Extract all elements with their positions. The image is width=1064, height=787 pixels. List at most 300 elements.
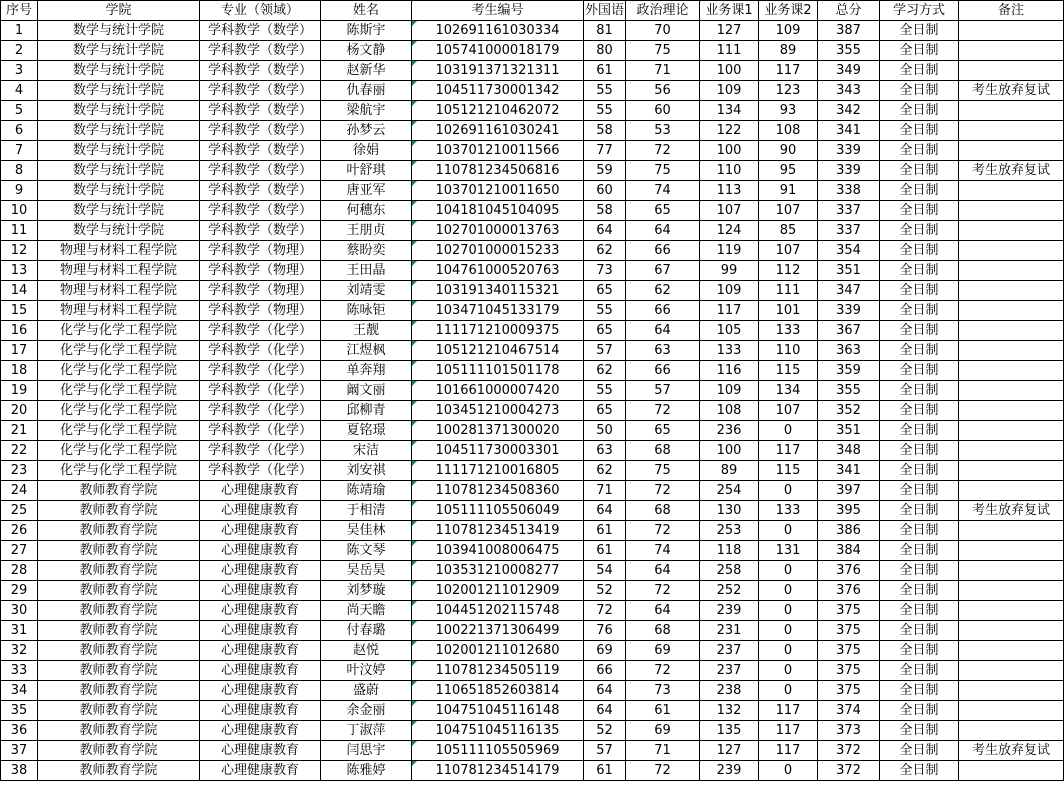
id-cell[interactable]: 105121210467514 — [412, 341, 584, 361]
politics-cell[interactable]: 70 — [626, 21, 700, 41]
name-cell[interactable]: 邱柳青 — [321, 401, 412, 421]
course1-cell[interactable]: 253 — [700, 521, 759, 541]
total-cell[interactable]: 351 — [818, 261, 880, 281]
foreign-lang-cell[interactable]: 71 — [584, 481, 626, 501]
table-row[interactable] — [1, 541, 1064, 561]
politics-cell[interactable]: 64 — [626, 601, 700, 621]
total-cell[interactable]: 352 — [818, 401, 880, 421]
course1-cell[interactable]: 252 — [700, 581, 759, 601]
course1-cell[interactable]: 108 — [700, 401, 759, 421]
table-row[interactable] — [1, 261, 1064, 281]
politics-cell[interactable]: 67 — [626, 261, 700, 281]
total-cell[interactable]: 347 — [818, 281, 880, 301]
major-cell[interactable]: 学科教学（物理） — [200, 301, 321, 321]
total-cell[interactable]: 375 — [818, 621, 880, 641]
name-cell[interactable]: 赵新华 — [321, 61, 412, 81]
politics-cell[interactable]: 68 — [626, 621, 700, 641]
total-cell[interactable]: 376 — [818, 581, 880, 601]
major-cell[interactable]: 心理健康教育 — [200, 661, 321, 681]
course1-cell[interactable]: 105 — [700, 321, 759, 341]
foreign-lang-cell[interactable]: 55 — [584, 381, 626, 401]
study-mode-cell[interactable]: 全日制 — [880, 241, 959, 261]
college-cell[interactable]: 教师教育学院 — [38, 621, 200, 641]
foreign-lang-cell[interactable]: 59 — [584, 161, 626, 181]
total-cell[interactable]: 349 — [818, 61, 880, 81]
seq-cell[interactable]: 23 — [1, 461, 38, 481]
seq-cell[interactable]: 21 — [1, 421, 38, 441]
id-cell[interactable]: 102691161030241 — [412, 121, 584, 141]
name-cell[interactable]: 吴佳林 — [321, 521, 412, 541]
course2-cell[interactable]: 110 — [759, 341, 818, 361]
total-cell[interactable]: 363 — [818, 341, 880, 361]
course2-cell[interactable]: 0 — [759, 621, 818, 641]
foreign-lang-cell[interactable]: 62 — [584, 461, 626, 481]
major-cell[interactable]: 学科教学（数学） — [200, 181, 321, 201]
foreign-lang-cell[interactable]: 61 — [584, 541, 626, 561]
remark-cell[interactable] — [959, 61, 1064, 81]
table-row[interactable] — [1, 701, 1064, 721]
course2-cell[interactable]: 0 — [759, 601, 818, 621]
study-mode-cell[interactable]: 全日制 — [880, 501, 959, 521]
course1-cell[interactable]: 135 — [700, 721, 759, 741]
table-row[interactable] — [1, 761, 1064, 781]
table-row[interactable] — [1, 421, 1064, 441]
remark-cell[interactable] — [959, 261, 1064, 281]
total-cell[interactable]: 397 — [818, 481, 880, 501]
college-cell[interactable]: 数学与统计学院 — [38, 141, 200, 161]
id-cell[interactable]: 101661000007420 — [412, 381, 584, 401]
study-mode-cell[interactable]: 全日制 — [880, 581, 959, 601]
course2-cell[interactable]: 0 — [759, 761, 818, 781]
total-cell[interactable]: 375 — [818, 641, 880, 661]
course2-cell[interactable]: 111 — [759, 281, 818, 301]
course2-cell[interactable]: 0 — [759, 481, 818, 501]
study-mode-cell[interactable]: 全日制 — [880, 361, 959, 381]
name-cell[interactable]: 付春璐 — [321, 621, 412, 641]
course2-cell[interactable]: 93 — [759, 101, 818, 121]
id-cell[interactable]: 105111105505969 — [412, 741, 584, 761]
major-cell[interactable]: 学科教学（数学） — [200, 141, 321, 161]
id-cell[interactable]: 103191340115321 — [412, 281, 584, 301]
major-cell[interactable]: 心理健康教育 — [200, 501, 321, 521]
name-cell[interactable]: 叶汶婷 — [321, 661, 412, 681]
name-cell[interactable]: 陈文琴 — [321, 541, 412, 561]
remark-cell[interactable] — [959, 221, 1064, 241]
study-mode-cell[interactable]: 全日制 — [880, 701, 959, 721]
politics-cell[interactable]: 72 — [626, 581, 700, 601]
course1-cell[interactable]: 231 — [700, 621, 759, 641]
course2-cell[interactable]: 0 — [759, 641, 818, 661]
seq-cell[interactable]: 8 — [1, 161, 38, 181]
total-cell[interactable]: 339 — [818, 141, 880, 161]
seq-cell[interactable]: 34 — [1, 681, 38, 701]
id-cell[interactable]: 111171210016805 — [412, 461, 584, 481]
college-cell[interactable]: 化学与化学工程学院 — [38, 441, 200, 461]
foreign-lang-cell[interactable]: 52 — [584, 721, 626, 741]
course2-cell[interactable]: 89 — [759, 41, 818, 61]
name-cell[interactable]: 刘靖雯 — [321, 281, 412, 301]
course2-cell[interactable]: 0 — [759, 561, 818, 581]
total-cell[interactable]: 395 — [818, 501, 880, 521]
study-mode-cell[interactable]: 全日制 — [880, 441, 959, 461]
foreign-lang-cell[interactable]: 65 — [584, 321, 626, 341]
course2-cell[interactable]: 90 — [759, 141, 818, 161]
name-cell[interactable]: 杨文静 — [321, 41, 412, 61]
study-mode-cell[interactable]: 全日制 — [880, 261, 959, 281]
foreign-lang-cell[interactable]: 69 — [584, 641, 626, 661]
college-cell[interactable]: 教师教育学院 — [38, 501, 200, 521]
politics-cell[interactable]: 74 — [626, 181, 700, 201]
table-row[interactable] — [1, 321, 1064, 341]
study-mode-cell[interactable]: 全日制 — [880, 561, 959, 581]
seq-cell[interactable]: 3 — [1, 61, 38, 81]
remark-cell[interactable] — [959, 461, 1064, 481]
course1-cell[interactable]: 236 — [700, 421, 759, 441]
politics-cell[interactable]: 61 — [626, 701, 700, 721]
table-row[interactable] — [1, 301, 1064, 321]
college-cell[interactable]: 数学与统计学院 — [38, 61, 200, 81]
college-cell[interactable]: 教师教育学院 — [38, 541, 200, 561]
seq-cell[interactable]: 1 — [1, 21, 38, 41]
study-mode-cell[interactable]: 全日制 — [880, 461, 959, 481]
seq-cell[interactable]: 32 — [1, 641, 38, 661]
id-cell[interactable]: 104181045104095 — [412, 201, 584, 221]
study-mode-cell[interactable]: 全日制 — [880, 121, 959, 141]
course1-cell[interactable]: 89 — [700, 461, 759, 481]
seq-cell[interactable]: 28 — [1, 561, 38, 581]
college-cell[interactable]: 化学与化学工程学院 — [38, 361, 200, 381]
remark-cell[interactable] — [959, 761, 1064, 781]
name-cell[interactable]: 王田晶 — [321, 261, 412, 281]
course2-cell[interactable]: 91 — [759, 181, 818, 201]
major-cell[interactable]: 学科教学（物理） — [200, 241, 321, 261]
major-cell[interactable]: 心理健康教育 — [200, 681, 321, 701]
politics-cell[interactable]: 71 — [626, 61, 700, 81]
course1-cell[interactable]: 237 — [700, 641, 759, 661]
study-mode-cell[interactable]: 全日制 — [880, 41, 959, 61]
course2-cell[interactable]: 117 — [759, 701, 818, 721]
study-mode-cell[interactable]: 全日制 — [880, 681, 959, 701]
course2-cell[interactable]: 117 — [759, 441, 818, 461]
table-row[interactable] — [1, 21, 1064, 41]
name-cell[interactable]: 叶舒琪 — [321, 161, 412, 181]
name-cell[interactable]: 孙梦云 — [321, 121, 412, 141]
name-cell[interactable]: 何穗东 — [321, 201, 412, 221]
id-cell[interactable]: 102001211012680 — [412, 641, 584, 661]
remark-cell[interactable] — [959, 561, 1064, 581]
total-cell[interactable]: 375 — [818, 681, 880, 701]
course1-cell[interactable]: 100 — [700, 141, 759, 161]
course1-cell[interactable]: 100 — [700, 61, 759, 81]
course2-cell[interactable]: 101 — [759, 301, 818, 321]
study-mode-cell[interactable]: 全日制 — [880, 61, 959, 81]
course1-cell[interactable]: 100 — [700, 441, 759, 461]
college-cell[interactable]: 数学与统计学院 — [38, 41, 200, 61]
foreign-lang-cell[interactable]: 54 — [584, 561, 626, 581]
major-cell[interactable]: 学科教学（数学） — [200, 21, 321, 41]
name-cell[interactable]: 夏铭璟 — [321, 421, 412, 441]
foreign-lang-cell[interactable]: 77 — [584, 141, 626, 161]
college-cell[interactable]: 物理与材料工程学院 — [38, 241, 200, 261]
total-cell[interactable]: 351 — [818, 421, 880, 441]
politics-cell[interactable]: 72 — [626, 521, 700, 541]
table-row[interactable] — [1, 741, 1064, 761]
college-cell[interactable]: 数学与统计学院 — [38, 161, 200, 181]
name-cell[interactable]: 刘梦璇 — [321, 581, 412, 601]
study-mode-cell[interactable]: 全日制 — [880, 721, 959, 741]
study-mode-cell[interactable]: 全日制 — [880, 21, 959, 41]
table-row[interactable] — [1, 641, 1064, 661]
id-cell[interactable]: 111171210009375 — [412, 321, 584, 341]
seq-cell[interactable]: 14 — [1, 281, 38, 301]
politics-cell[interactable]: 75 — [626, 41, 700, 61]
table-row[interactable] — [1, 581, 1064, 601]
politics-cell[interactable]: 72 — [626, 761, 700, 781]
study-mode-cell[interactable]: 全日制 — [880, 381, 959, 401]
total-cell[interactable]: 373 — [818, 721, 880, 741]
seq-cell[interactable]: 11 — [1, 221, 38, 241]
total-cell[interactable]: 372 — [818, 741, 880, 761]
remark-cell[interactable]: 考生放弃复试 — [959, 161, 1064, 181]
foreign-lang-cell[interactable]: 65 — [584, 401, 626, 421]
major-cell[interactable]: 学科教学（化学） — [200, 381, 321, 401]
id-cell[interactable]: 105111105506049 — [412, 501, 584, 521]
major-cell[interactable]: 学科教学（数学） — [200, 121, 321, 141]
study-mode-cell[interactable]: 全日制 — [880, 741, 959, 761]
seq-cell[interactable]: 16 — [1, 321, 38, 341]
remark-cell[interactable] — [959, 681, 1064, 701]
total-cell[interactable]: 342 — [818, 101, 880, 121]
course2-cell[interactable]: 133 — [759, 321, 818, 341]
id-cell[interactable]: 110781234513419 — [412, 521, 584, 541]
id-cell[interactable]: 104751045116148 — [412, 701, 584, 721]
politics-cell[interactable]: 62 — [626, 281, 700, 301]
remark-cell[interactable] — [959, 441, 1064, 461]
politics-cell[interactable]: 63 — [626, 341, 700, 361]
table-row[interactable] — [1, 621, 1064, 641]
seq-cell[interactable]: 12 — [1, 241, 38, 261]
total-cell[interactable]: 354 — [818, 241, 880, 261]
table-row[interactable] — [1, 601, 1064, 621]
table-row[interactable] — [1, 141, 1064, 161]
id-cell[interactable]: 104511730003301 — [412, 441, 584, 461]
remark-cell[interactable] — [959, 581, 1064, 601]
seq-cell[interactable]: 13 — [1, 261, 38, 281]
politics-cell[interactable]: 69 — [626, 721, 700, 741]
name-cell[interactable]: 蔡盼奕 — [321, 241, 412, 261]
course2-cell[interactable]: 133 — [759, 501, 818, 521]
id-cell[interactable]: 103941008006475 — [412, 541, 584, 561]
id-cell[interactable]: 110781234506816 — [412, 161, 584, 181]
study-mode-cell[interactable]: 全日制 — [880, 101, 959, 121]
course1-cell[interactable]: 238 — [700, 681, 759, 701]
table-row[interactable] — [1, 161, 1064, 181]
total-cell[interactable]: 339 — [818, 301, 880, 321]
politics-cell[interactable]: 65 — [626, 421, 700, 441]
id-cell[interactable]: 110781234508360 — [412, 481, 584, 501]
course2-cell[interactable]: 107 — [759, 401, 818, 421]
seq-cell[interactable]: 36 — [1, 721, 38, 741]
remark-cell[interactable] — [959, 341, 1064, 361]
seq-cell[interactable]: 37 — [1, 741, 38, 761]
study-mode-cell[interactable]: 全日制 — [880, 621, 959, 641]
college-cell[interactable]: 教师教育学院 — [38, 581, 200, 601]
name-cell[interactable]: 陈靖瑜 — [321, 481, 412, 501]
foreign-lang-cell[interactable]: 61 — [584, 521, 626, 541]
course1-cell[interactable]: 109 — [700, 281, 759, 301]
politics-cell[interactable]: 57 — [626, 381, 700, 401]
total-cell[interactable]: 355 — [818, 381, 880, 401]
politics-cell[interactable]: 64 — [626, 561, 700, 581]
seq-cell[interactable]: 31 — [1, 621, 38, 641]
major-cell[interactable]: 心理健康教育 — [200, 741, 321, 761]
total-cell[interactable]: 384 — [818, 541, 880, 561]
course2-cell[interactable]: 0 — [759, 661, 818, 681]
course1-cell[interactable]: 109 — [700, 81, 759, 101]
study-mode-cell[interactable]: 全日制 — [880, 421, 959, 441]
id-cell[interactable]: 103471045133179 — [412, 301, 584, 321]
course2-cell[interactable]: 131 — [759, 541, 818, 561]
table-row[interactable] — [1, 461, 1064, 481]
politics-cell[interactable]: 65 — [626, 201, 700, 221]
study-mode-cell[interactable]: 全日制 — [880, 301, 959, 321]
id-cell[interactable]: 103451210004273 — [412, 401, 584, 421]
id-cell[interactable]: 103701210011566 — [412, 141, 584, 161]
politics-cell[interactable]: 64 — [626, 221, 700, 241]
remark-cell[interactable] — [959, 401, 1064, 421]
id-cell[interactable]: 103191371321311 — [412, 61, 584, 81]
college-cell[interactable]: 数学与统计学院 — [38, 21, 200, 41]
total-cell[interactable]: 337 — [818, 221, 880, 241]
remark-cell[interactable] — [959, 641, 1064, 661]
remark-cell[interactable] — [959, 601, 1064, 621]
study-mode-cell[interactable]: 全日制 — [880, 321, 959, 341]
id-cell[interactable]: 104751045116135 — [412, 721, 584, 741]
total-cell[interactable]: 386 — [818, 521, 880, 541]
foreign-lang-cell[interactable]: 62 — [584, 361, 626, 381]
remark-cell[interactable] — [959, 201, 1064, 221]
total-cell[interactable]: 372 — [818, 761, 880, 781]
college-cell[interactable]: 教师教育学院 — [38, 721, 200, 741]
total-cell[interactable]: 338 — [818, 181, 880, 201]
politics-cell[interactable]: 68 — [626, 501, 700, 521]
id-cell[interactable]: 102001211012909 — [412, 581, 584, 601]
study-mode-cell[interactable]: 全日制 — [880, 641, 959, 661]
study-mode-cell[interactable]: 全日制 — [880, 201, 959, 221]
seq-cell[interactable]: 17 — [1, 341, 38, 361]
total-cell[interactable]: 337 — [818, 201, 880, 221]
major-cell[interactable]: 学科教学（数学） — [200, 41, 321, 61]
study-mode-cell[interactable]: 全日制 — [880, 181, 959, 201]
college-cell[interactable]: 化学与化学工程学院 — [38, 421, 200, 441]
course1-cell[interactable]: 99 — [700, 261, 759, 281]
politics-cell[interactable]: 66 — [626, 361, 700, 381]
table-row[interactable] — [1, 381, 1064, 401]
college-cell[interactable]: 物理与材料工程学院 — [38, 301, 200, 321]
course2-cell[interactable]: 117 — [759, 741, 818, 761]
foreign-lang-cell[interactable]: 81 — [584, 21, 626, 41]
course1-cell[interactable]: 109 — [700, 381, 759, 401]
foreign-lang-cell[interactable]: 72 — [584, 601, 626, 621]
id-cell[interactable]: 105111101501178 — [412, 361, 584, 381]
name-cell[interactable]: 于相清 — [321, 501, 412, 521]
seq-cell[interactable]: 18 — [1, 361, 38, 381]
course1-cell[interactable]: 116 — [700, 361, 759, 381]
college-cell[interactable]: 教师教育学院 — [38, 481, 200, 501]
table-row[interactable] — [1, 361, 1064, 381]
remark-cell[interactable] — [959, 241, 1064, 261]
table-row[interactable] — [1, 721, 1064, 741]
remark-cell[interactable] — [959, 421, 1064, 441]
course1-cell[interactable]: 118 — [700, 541, 759, 561]
course1-cell[interactable]: 107 — [700, 201, 759, 221]
politics-cell[interactable]: 60 — [626, 101, 700, 121]
foreign-lang-cell[interactable]: 60 — [584, 181, 626, 201]
course2-cell[interactable]: 107 — [759, 241, 818, 261]
politics-cell[interactable]: 68 — [626, 441, 700, 461]
course1-cell[interactable]: 127 — [700, 21, 759, 41]
table-row[interactable] — [1, 481, 1064, 501]
seq-cell[interactable]: 19 — [1, 381, 38, 401]
id-cell[interactable]: 105121210462072 — [412, 101, 584, 121]
remark-cell[interactable] — [959, 701, 1064, 721]
seq-cell[interactable]: 25 — [1, 501, 38, 521]
course1-cell[interactable]: 239 — [700, 601, 759, 621]
major-cell[interactable]: 学科教学（物理） — [200, 281, 321, 301]
course1-cell[interactable]: 258 — [700, 561, 759, 581]
major-cell[interactable]: 学科教学（化学） — [200, 421, 321, 441]
politics-cell[interactable]: 56 — [626, 81, 700, 101]
name-cell[interactable]: 宋洁 — [321, 441, 412, 461]
table-row[interactable] — [1, 661, 1064, 681]
foreign-lang-cell[interactable]: 58 — [584, 201, 626, 221]
remark-cell[interactable]: 考生放弃复试 — [959, 741, 1064, 761]
remark-cell[interactable] — [959, 541, 1064, 561]
name-cell[interactable]: 尚天瞻 — [321, 601, 412, 621]
id-cell[interactable]: 104451202115748 — [412, 601, 584, 621]
college-cell[interactable]: 教师教育学院 — [38, 681, 200, 701]
table-row[interactable] — [1, 121, 1064, 141]
id-cell[interactable]: 102701000013763 — [412, 221, 584, 241]
remark-cell[interactable] — [959, 181, 1064, 201]
name-cell[interactable]: 丁淑萍 — [321, 721, 412, 741]
major-cell[interactable]: 学科教学（化学） — [200, 441, 321, 461]
remark-cell[interactable] — [959, 41, 1064, 61]
college-cell[interactable]: 数学与统计学院 — [38, 101, 200, 121]
name-cell[interactable]: 闫思宇 — [321, 741, 412, 761]
seq-cell[interactable]: 20 — [1, 401, 38, 421]
remark-cell[interactable] — [959, 21, 1064, 41]
course1-cell[interactable]: 119 — [700, 241, 759, 261]
major-cell[interactable]: 心理健康教育 — [200, 761, 321, 781]
total-cell[interactable]: 376 — [818, 561, 880, 581]
remark-cell[interactable] — [959, 721, 1064, 741]
table-row[interactable] — [1, 501, 1064, 521]
total-cell[interactable]: 339 — [818, 161, 880, 181]
name-cell[interactable]: 徐娟 — [321, 141, 412, 161]
table-row[interactable] — [1, 681, 1064, 701]
name-cell[interactable]: 陈咏钜 — [321, 301, 412, 321]
foreign-lang-cell[interactable]: 55 — [584, 81, 626, 101]
college-cell[interactable]: 教师教育学院 — [38, 741, 200, 761]
table-row[interactable] — [1, 281, 1064, 301]
id-cell[interactable]: 110651852603814 — [412, 681, 584, 701]
course1-cell[interactable]: 113 — [700, 181, 759, 201]
major-cell[interactable]: 学科教学（数学） — [200, 161, 321, 181]
table-row[interactable] — [1, 341, 1064, 361]
table-row[interactable] — [1, 41, 1064, 61]
major-cell[interactable]: 学科教学（化学） — [200, 341, 321, 361]
